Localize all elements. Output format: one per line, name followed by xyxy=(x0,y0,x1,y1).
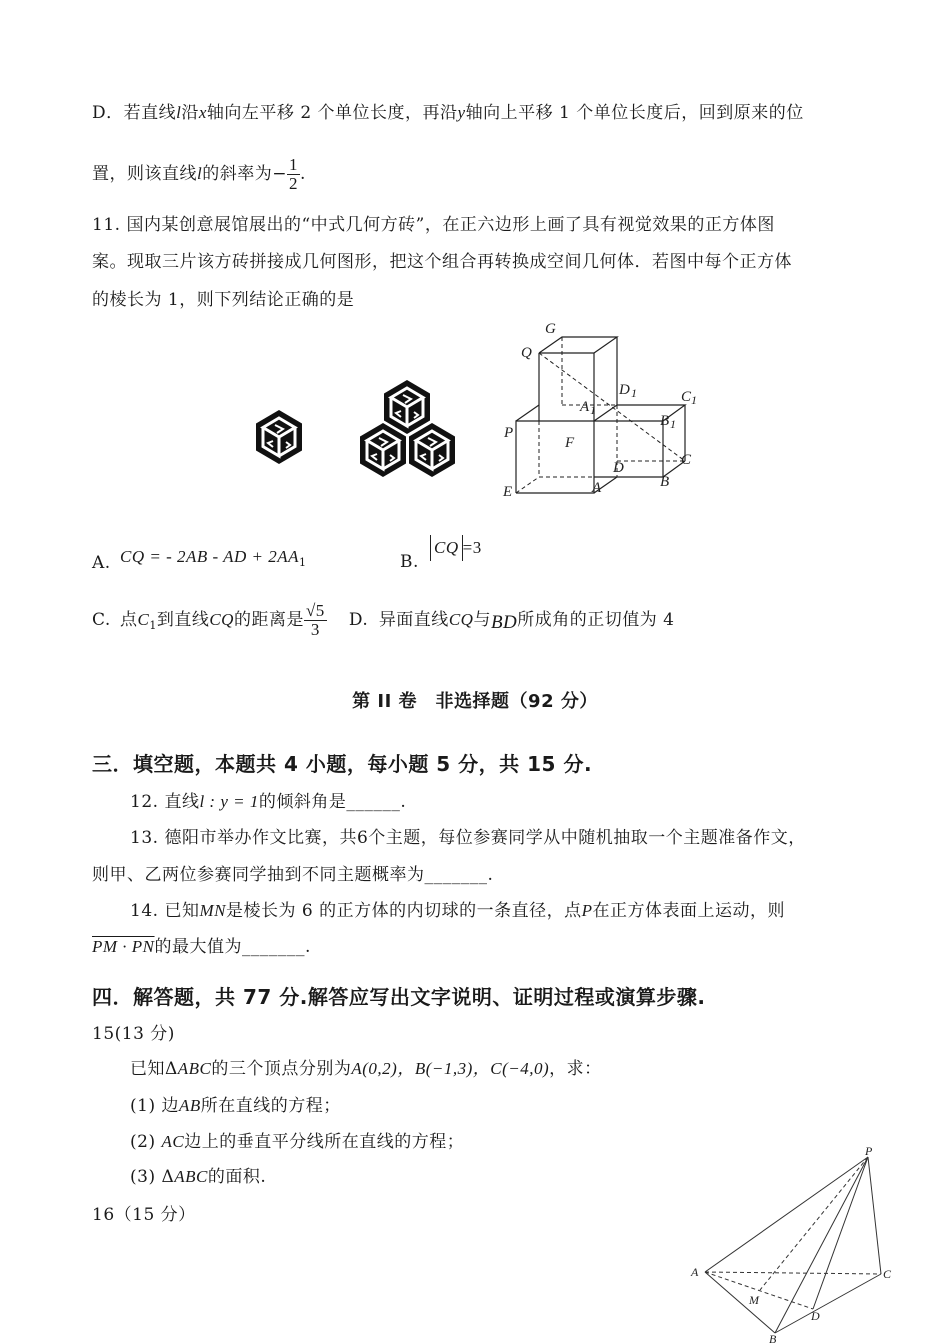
math-bd: BD xyxy=(490,612,518,633)
text: 的斜率为 xyxy=(202,164,273,184)
label-p: P xyxy=(504,425,514,441)
option-b-value: =3 xyxy=(462,538,482,557)
option-a-expression: CQ = - 2AB - AD + 2AA xyxy=(120,547,300,566)
hex-tile-figure xyxy=(250,375,470,480)
label-c: C xyxy=(681,452,692,468)
option-b-abs-expression: CQ xyxy=(430,535,463,561)
label-b: B xyxy=(660,474,670,490)
math-ac: AC xyxy=(161,1132,185,1151)
pyr-label-a: A xyxy=(691,1265,699,1279)
text: 轴向上平移 1 个单位长度后，回到原来的位 xyxy=(465,103,804,123)
pyr-label-d: D xyxy=(811,1309,820,1323)
text: (3) Δ xyxy=(130,1167,175,1187)
label-d1-sub: 1 xyxy=(631,386,637,400)
q10-option-d-line1 xyxy=(92,101,804,125)
slope-fraction xyxy=(287,156,300,193)
math-abc: ABC xyxy=(177,1059,212,1078)
q15-header: 15(13 分) xyxy=(92,1024,175,1044)
option-label: A. xyxy=(92,553,111,573)
label-q: Q xyxy=(521,345,532,361)
q15-sub3 xyxy=(130,1165,266,1189)
q16-header: 16（15 分） xyxy=(92,1205,196,1225)
q11-option-a xyxy=(92,545,307,575)
q14-line2 xyxy=(92,935,311,959)
math-cq: CQ xyxy=(448,610,474,629)
label-c1: C xyxy=(681,389,692,405)
text: 沿 xyxy=(181,103,199,123)
pyr-label-b: B xyxy=(769,1332,777,1344)
math-abc: ABC xyxy=(174,1167,208,1186)
label-b1: B xyxy=(660,413,670,429)
subscript: 1 xyxy=(149,619,157,632)
stack-tile-left xyxy=(360,423,406,477)
denominator: 3 xyxy=(310,620,320,639)
pyr-label-m: M xyxy=(749,1293,759,1307)
text: 的最大值为_______. xyxy=(154,937,311,957)
q12 xyxy=(130,790,406,814)
q15-sub1 xyxy=(130,1094,341,1118)
math-l: l xyxy=(176,103,182,122)
math-p: P xyxy=(581,901,593,920)
label-g: G xyxy=(545,321,556,337)
pyramid-figure xyxy=(685,1145,900,1344)
label-d: D xyxy=(613,460,624,476)
q14-line1 xyxy=(130,899,785,923)
math-vector-dot: PM · PN xyxy=(92,937,155,956)
q11-option-b xyxy=(400,535,482,574)
q15-stem xyxy=(130,1057,602,1081)
q11-stem-line2: 案。现取三片该方砖拼接成几何图形，把这个组合再转换成空间几何体．若图中每个正方体 xyxy=(92,252,792,272)
text: 已知Δ xyxy=(130,1059,178,1079)
text: D．若直线 xyxy=(92,103,177,123)
q11-stem-line3: 的棱长为 1，则下列结论正确的是 xyxy=(92,290,355,310)
text: 与 xyxy=(473,610,491,630)
text: 的倾斜角是______. xyxy=(258,792,407,812)
q10-option-d-line2 xyxy=(92,152,306,196)
text: 14. 已知 xyxy=(130,901,200,921)
text: 的距离是 xyxy=(233,610,304,630)
math-x: x xyxy=(198,103,207,122)
option-label: D. xyxy=(348,610,369,630)
label-d1: D xyxy=(619,382,630,398)
pyr-label-c: C xyxy=(883,1267,892,1281)
text: 点 xyxy=(120,610,138,630)
math-mn: MN xyxy=(199,901,226,920)
q13-line2: 则甲、乙两位参赛同学抽到不同主题概率为_______. xyxy=(92,865,494,885)
text: 是棱长为 6 的正方体的内切球的一条直径，点 xyxy=(225,901,582,921)
numerator: √5 xyxy=(305,601,325,620)
math-ab: AB xyxy=(178,1096,201,1115)
text: 所成角的正切值为 4 xyxy=(517,610,675,630)
minus-sign: − xyxy=(272,164,287,184)
text: 的三个顶点分别为 xyxy=(211,1059,352,1079)
pyr-label-p: P xyxy=(865,1145,873,1158)
numerator: 1 xyxy=(288,155,298,174)
text: 的面积. xyxy=(207,1167,267,1187)
q13-line1: 13. 德阳市举办作文比赛，共6个主题，每位参赛同学从中随机抽取一个主题准备作文， xyxy=(130,828,806,848)
stack-tile-right xyxy=(409,423,455,477)
label-e: E xyxy=(503,484,513,500)
text: 所在直线的方程； xyxy=(200,1096,341,1116)
part-two-title: 第 II 卷 非选择题（92 分） xyxy=(352,691,598,712)
math-l: l xyxy=(197,164,203,183)
section-3-heading: 三．填空题，本题共 4 小题，每小题 5 分，共 15 分. xyxy=(92,752,593,776)
text: 12. 直线 xyxy=(130,792,200,812)
denominator: 2 xyxy=(288,174,298,193)
option-label: C. xyxy=(92,610,111,630)
math-c: C xyxy=(137,610,150,629)
label-a1-sub: 1 xyxy=(590,403,596,417)
q11-stem-line1: 11. 国内某创意展馆展出的“中式几何方砖”，在正六边形上画了具有视觉效果的正方体图 xyxy=(92,215,775,235)
text: 异面直线 xyxy=(378,610,449,630)
math-line-eq: l : y = 1 xyxy=(199,792,259,811)
period: . xyxy=(299,164,306,184)
label-b1-sub: 1 xyxy=(670,417,676,431)
text: 在正方体表面上运动，则 xyxy=(592,901,785,921)
text: 边上的垂直平分线所在直线的方程； xyxy=(184,1132,465,1152)
text: 置，则该直线 xyxy=(92,164,197,184)
text: 到直线 xyxy=(156,610,210,630)
label-a: A xyxy=(592,480,602,496)
q15-sub2 xyxy=(130,1130,464,1154)
label-f: F xyxy=(565,435,575,451)
text: 轴向左平移 2 个单位长度，再沿 xyxy=(206,103,458,123)
cube-composite-figure xyxy=(495,315,710,510)
text: (2) xyxy=(130,1132,162,1152)
option-label: B. xyxy=(400,552,419,572)
math-cq: CQ xyxy=(209,610,234,629)
label-c1-sub: 1 xyxy=(691,393,697,407)
label-a1: A xyxy=(580,399,590,415)
section-4-heading: 四．解答题，共 77 分.解答应写出文字说明、证明过程或演算步骤. xyxy=(92,985,706,1009)
q11-option-c-d xyxy=(92,596,675,650)
text: ，求： xyxy=(549,1059,602,1079)
stack-tile-top xyxy=(384,380,430,434)
subscript: 1 xyxy=(299,556,307,569)
single-tile xyxy=(256,410,302,464)
option-c-fraction xyxy=(304,602,327,639)
text: (1) 边 xyxy=(130,1096,179,1116)
math-y: y xyxy=(457,103,466,122)
math-vertices: A(0,2)，B(−1,3)，C(−4,0) xyxy=(351,1059,550,1078)
